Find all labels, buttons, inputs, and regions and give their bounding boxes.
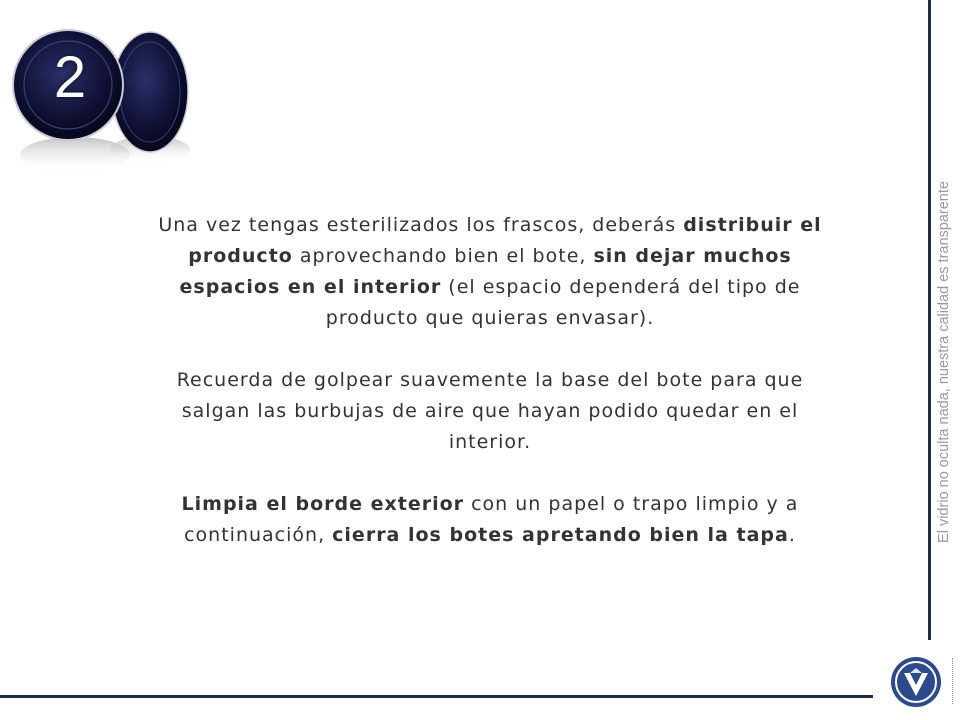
paragraph-tap-base (150, 365, 830, 458)
text-span: con un papel o trapo limpio y a continuación, (184, 493, 799, 546)
instructions-text (150, 210, 830, 551)
paragraph-distribute (150, 210, 830, 334)
vertical-divider (928, 0, 931, 640)
jar-lids-icon (10, 20, 200, 180)
text-span: Recuerda de golpear suavemente la base del bote para que salgan las burbujas de aire que hayan podido quedar en el interior. (176, 369, 804, 453)
brand-logo-icon (890, 656, 942, 708)
decorative-dots (952, 658, 955, 704)
text-span: cierra los botes apretando bien la tapa (332, 524, 789, 546)
text-span: Una vez tengas esterilizados los frascos, deberás (158, 214, 684, 236)
step-number: 2 (53, 45, 87, 110)
text-span: distribuir el producto (188, 214, 822, 267)
horizontal-divider (0, 695, 873, 698)
paragraph-clean-close (150, 489, 830, 551)
text-span: . (788, 524, 796, 546)
text-span: sin dejar muchos espacios en el interior (179, 245, 792, 298)
text-span: Limpia el borde exterior (181, 493, 465, 515)
tagline-text: El vidrio no oculta nada, nuestra calidad es transparente (936, 181, 952, 543)
text-span: (el espacio dependerá del tipo de producto que quieras envasar). (325, 276, 801, 329)
text-span: aprovechando bien el bote, (292, 245, 594, 267)
